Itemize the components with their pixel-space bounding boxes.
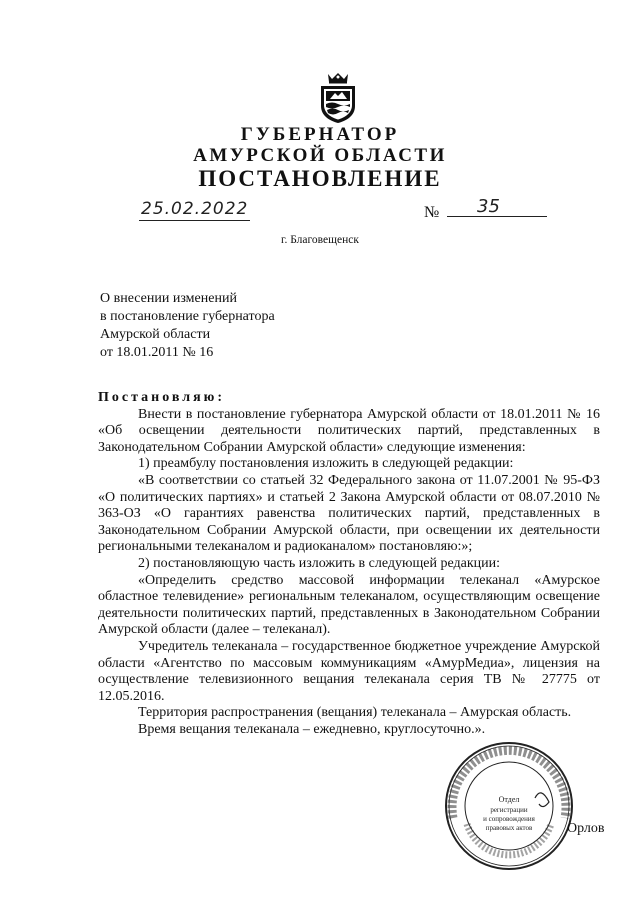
- body-paragraph: Учредитель телеканала – государственное бюджетное учреждение Амурской области «Агентство по массовым коммуникациям «АмурМедиа», лицензия на осуществление телевизионного вещания телеканала серия ТВ № 27775 от 12.05.2016.: [98, 638, 600, 704]
- document-subject: [100, 290, 275, 362]
- official-seal: [443, 740, 575, 872]
- signature-name: Орлов: [567, 821, 605, 836]
- subject-line: О внесении изменений: [100, 291, 237, 306]
- subject-line: от 18.01.2011 № 16: [100, 345, 214, 360]
- subject-line: в постановление губернатора: [100, 309, 275, 324]
- header-title-line1: ГУБЕРНАТОР: [240, 124, 400, 145]
- document-date: 25.02.2022: [141, 199, 249, 219]
- document-body: [98, 390, 600, 738]
- body-paragraph: 1) преамбулу постановления изложить в следующей редакции:: [138, 456, 514, 472]
- body-paragraph: Внести в постановление губернатора Амурской области от 18.01.2011 № 16 «Об освещении деятельности политических партий, представленных в Законодательном Собрании Амурской области» следующие изменения:: [98, 406, 600, 455]
- header-title-line2: АМУРСКОЙ ОБЛАСТИ: [193, 145, 447, 166]
- body-paragraph: 2) постановляющую часть изложить в следующей редакции:: [138, 555, 501, 571]
- body-paragraph: «Определить средство массовой информации телеканал «Амурское областное телевидение» региональным телеканалом, осуществляющим освещение деятельности политических партий, представленных в Законодательном Собрании Амурской области (далее – телеканал).: [98, 572, 600, 638]
- seal-text: Отдел: [498, 795, 520, 804]
- subject-line: Амурской области: [100, 327, 211, 342]
- number-label: №: [424, 204, 440, 221]
- city: г. Благовещенск: [281, 234, 359, 246]
- body-paragraph: Территория распространения (вещания) телеканала – Амурская область.: [138, 705, 572, 721]
- decree-lead: Постановляю:: [98, 390, 226, 405]
- body-paragraph: «В соответствии со статьей 32 Федерального закона от 11.07.2001 № 95-ФЗ «О политических партиях» и статьей 2 Закона Амурской области от 08.07.2010 № 363-ОЗ «О гарантиях равенства политических партий, представленных в Законодательном Собрании Амурской области, при освещении их деятельности региональными телеканалом и радиоканалом» постановляю:»;: [98, 472, 600, 555]
- coat-of-arms-icon: [316, 72, 360, 124]
- document-type: ПОСТАНОВЛЕНИЕ: [198, 166, 442, 191]
- seal-text: правовых актов: [485, 824, 533, 832]
- seal-text: регистрации: [490, 806, 528, 814]
- seal-text: и сопровождения: [483, 815, 535, 823]
- body-paragraph: Время вещания телеканала – ежедневно, круглосуточно.».: [138, 721, 486, 737]
- document-number: 35: [477, 196, 500, 217]
